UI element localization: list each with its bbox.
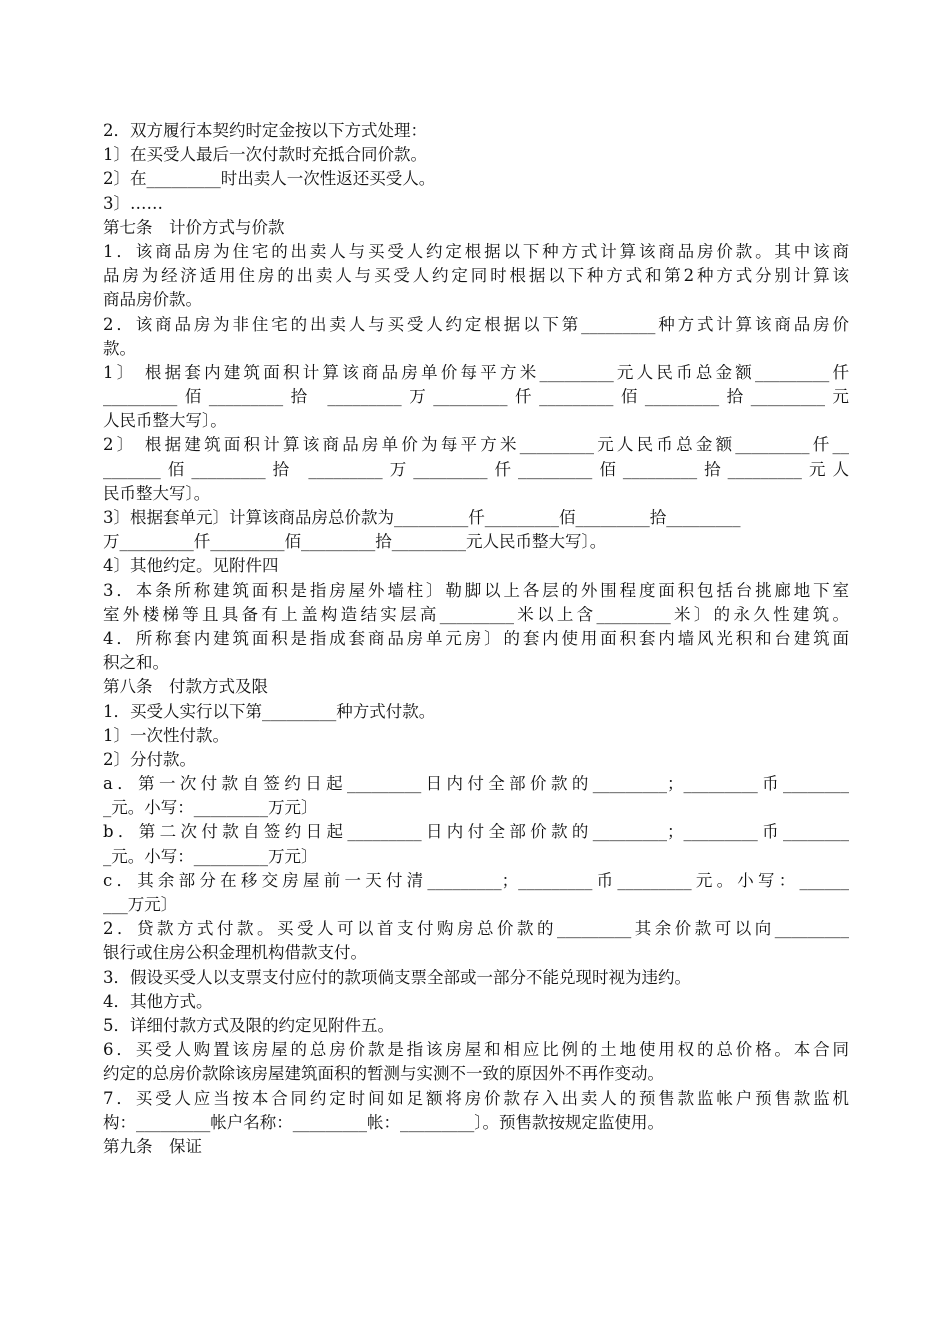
text-line: 2．双方履行本契约时定金按以下方式处理： (103, 121, 427, 140)
text-line: 4〕其他约定。见附件四 (103, 556, 279, 576)
text-line: 约定的总房价款除该房屋建筑面积的暂测与实测不一致的原因外不再作变动。 (103, 1064, 664, 1084)
text-line: 2．该商品房为非住宅的出卖人与买受人约定根据以下第_________种方式计算该商品房价 (103, 314, 849, 334)
text-line: 4．所称套内建筑面积是指成套商品房单元房〕的套内使用面积套内墙风光积和台建筑面 (103, 628, 849, 648)
text-line: 第八条 付款方式及限 (103, 677, 268, 697)
text-line: 人民币整大写〕。 (103, 411, 227, 431)
text-line: 2〕在_________时出卖人一次性返还买受人。 (103, 169, 436, 189)
text-line: c．其余部分在移交房屋前一天付清_________；_________币_________元。小写：______ (103, 870, 849, 890)
text-line: 2．贷款方式付款。买受人可以首支付购房总价款的_________其余价款可以向_________ (103, 919, 849, 939)
text-line: 室外楼梯等且具备有上盖构造结实层高_________米以上含_________米〕的永久性建筑。 (103, 604, 849, 624)
text-line: _________佰_________拾 _________万_________仟_________佰_________拾_________元 (103, 387, 849, 407)
text-line: 7．买受人应当按本合同约定时间如足额将房价款存入出卖人的预售款监帐户预售款监机 (103, 1088, 849, 1108)
text-line: 1〕一次性付款。 (103, 725, 229, 745)
contract-page (103, 119, 849, 1159)
text-line: _______佰_________拾 _________万_________仟_________佰_________拾_________元人 (103, 459, 849, 479)
text-line: 1．该商品房为住宅的出卖人与买受人约定根据以下种方式计算该商品房价款。其中该商 (103, 241, 849, 261)
text-line: 款。 (103, 338, 136, 358)
text-line: 5．详细付款方式及限的约定见附件五。 (103, 1015, 394, 1035)
text-line: _元。小写：_________万元〕 (103, 846, 318, 866)
text-line: 3．本条所称建筑面积是指房屋外墙柱〕勒脚以上各层的外围程度面积包括台挑廊地下室 (103, 580, 849, 600)
text-line: 商品房价款。 (103, 290, 202, 310)
text-line: 1〕 根据套内建筑面积计算该商品房单价每平方米_________元人民币总金额_________仟 (103, 362, 849, 382)
text-line: 构：_________帐户名称：_________帐：_________〕。预售款按规定监使用。 (103, 1112, 664, 1132)
text-line: 2〕 根据建筑面积计算该商品房单价为每平方米_________元人民币总金额_________仟__ (103, 435, 849, 455)
text-line: 第七条 计价方式与价款 (103, 217, 285, 237)
text-line: 第九条 保证 (103, 1136, 202, 1156)
text-line: b．第二次付款自签约日起_________日内付全部价款的_________；_________币________ (103, 822, 849, 842)
text-line: 2〕分付款。 (103, 749, 196, 769)
text-line: 3〕根据套单元〕计算该商品房总价款为_________仟_________佰_________拾_________ (103, 508, 741, 527)
text-line: 6．买受人购置该房屋的总房价款是指该房屋和相应比例的土地使用权的总价格。本合同 (103, 1040, 849, 1060)
text-line: 3．假设买受人以支票支付应付的款项倘支票全部或一部分不能兑现时视为违约。 (103, 967, 691, 987)
text-line: ___万元〕 (103, 895, 178, 914)
text-line: 万_________仟_________佰_________拾_________元人民币整大写〕。 (103, 532, 607, 552)
text-line: 4．其他方式。 (103, 991, 213, 1011)
text-line: _元。小写：_________万元〕 (103, 798, 318, 818)
text-line: 3〕…… (103, 193, 163, 213)
text-line: 民币整大写〕。 (103, 483, 211, 503)
text-line: 1．买受人实行以下第_________种方式付款。 (103, 701, 436, 721)
text-line: 积之和。 (103, 653, 169, 673)
text-line: 银行或住房公积金理机构借款支付。 (103, 943, 367, 963)
text-line: 品房为经济适用住房的出卖人与买受人约定同时根据以下种方式和第2种方式分别计算该 (103, 266, 849, 286)
text-line: a．第一次付款自签约日起_________日内付全部价款的_________；_________币________ (103, 774, 849, 794)
text-line: 1〕在买受人最后一次付款时充抵合同价款。 (103, 145, 427, 165)
